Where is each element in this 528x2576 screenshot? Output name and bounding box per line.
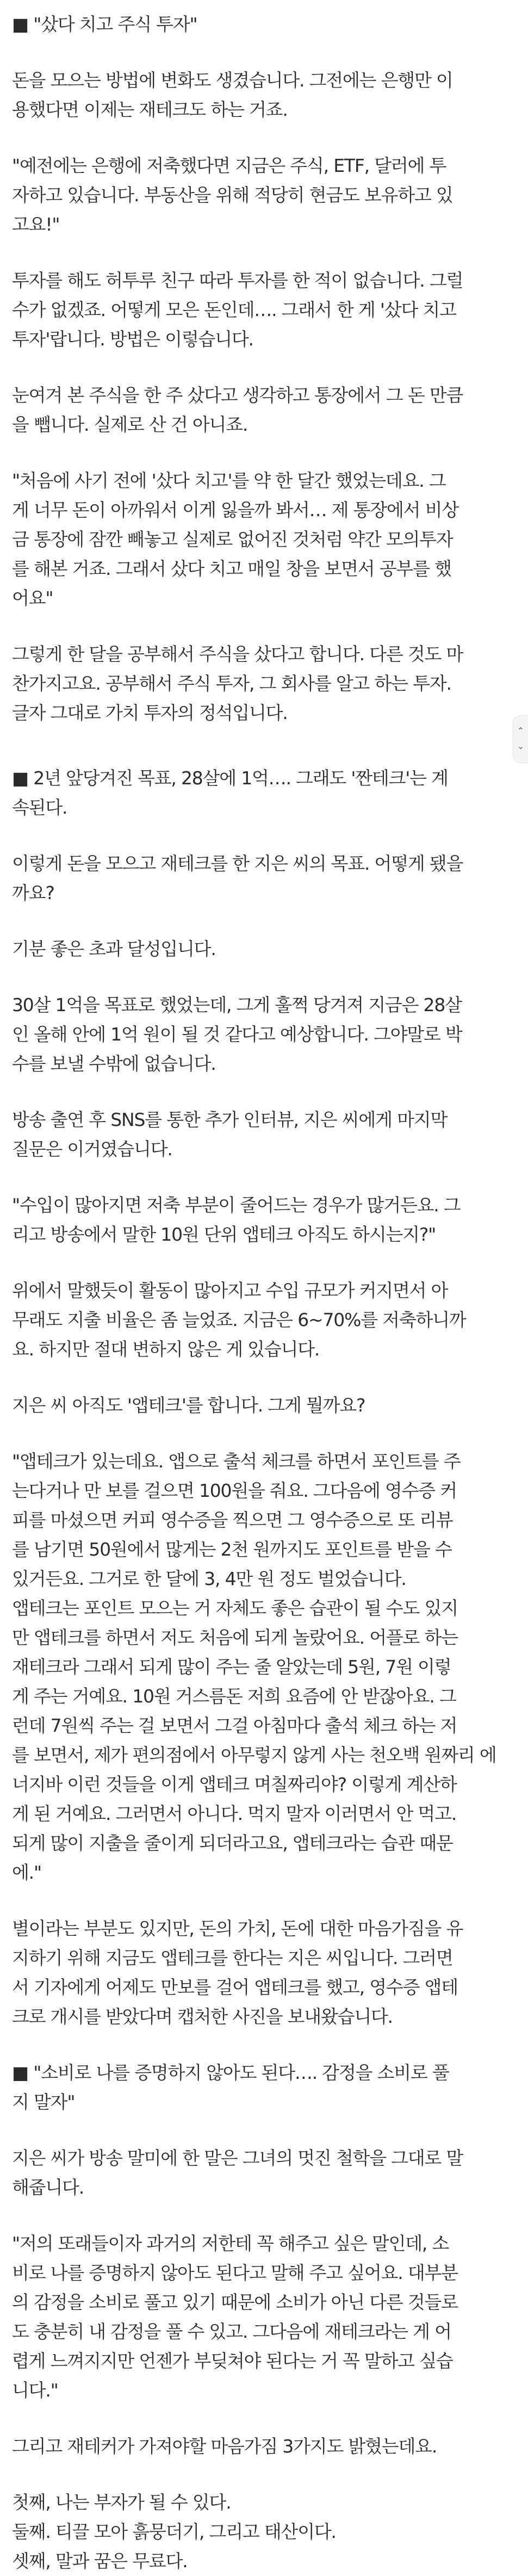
quote-paragraph: "처음에 사기 전에 '샀다 치고'를 약 한 달간 했었는데요. 그 게 너무 돈이 아까워서 이게 잃을까 봐서… 제 통장에서 비상 금 통장에 잠깐 빼놓고 실제로 없어진 것처럼 약간 모의투자 를 해본 거죠. 그래서 샀다 치고 매일 창을 보면서 공부를 했 어요" — [12, 470, 459, 609]
quote-paragraph-continued: 앱테크는 포인트 모으는 거 자체도 좋은 습관이 될 수도 있지 만 앱테크를 하면서 저도 처음에 되게 놀랐어요. 어플로 하는 재테크라 그래서 되게 많이 주는 줄 알았는데 5원, 7원 이렇 게 주는 거예요. 10원 거스름돈 저희 요즘에 안 받잖아요. 그 런데 7원씩 주는 걸 보면서 그걸 아침마다 출석 체크 하는 저 를 보면서, 제가 편의점에서 아무렇지 않게 사는 천오백 원짜리 에 너지바 이런 것들을 이게 앱테크 며칠짜리야? 이렇게 계산하 게 된 거예요. 그러면서 아니다. 먹지 말자 이러면서 안 먹고. 되게 많이 지출을 줄이게 되더라고요, 앱테크라는 습관 때문 에." — [12, 1597, 496, 1883]
paragraph: 그리고 재테커가 가져야할 마음가짐 3가지도 밝혔는데요. — [12, 2436, 437, 2457]
paragraph: 위에서 말했듯이 활동이 많아지고 수입 규모가 커지면서 아 무래도 지출 비율은 좀 늘었죠. 지금은 6~70%를 저축하니까 요. 하지만 절대 변하지 않은 게 있습니다. — [12, 1280, 466, 1360]
paragraph: 눈여겨 본 주식을 한 주 샀다고 생각하고 통장에서 그 돈 만큼 을 뺍니다. 실제로 산 건 아니죠. — [12, 385, 463, 435]
quote-paragraph: "수입이 많아지면 저축 부분이 줄어드는 경우가 많거든요. 그 리고 방송에서 말한 10원 단위 앱테크 아직도 하시는지?" — [12, 1194, 461, 1245]
paragraph: 기분 좋은 초과 달성입니다. — [12, 938, 216, 959]
list-item: 셋째, 말과 꿈은 무료다. — [12, 2550, 188, 2572]
paragraph: 돈을 모으는 방법에 변화도 생겼습니다. 그전에는 은행만 이 용했다면 이제는 재테크도 하는 거죠. — [12, 70, 453, 120]
paragraph: 별이라는 부분도 있지만, 돈의 가치, 돈에 대한 마음가짐을 유 지하기 위해 지금도 앱테크를 한다는 지은 씨입니다. 그러면 서 기자에게 어제도 만보를 걸어 앱테크를 했고, 영수증 앱테 크로 개시를 받았다며 캡처한 사진을 보내왔습니다. — [12, 1918, 463, 2027]
paragraph: 투자를 해도 허투루 친구 따라 투자를 한 적이 없습니다. 그럴 수가 없겠죠. 어떻게 모은 돈인데…. 그래서 한 게 '샀다 치고 투자'랍니다. 방법은 이렇습니다. — [12, 270, 463, 350]
list-item: 첫째, 나는 부자가 될 수 있다. — [12, 2492, 231, 2513]
paragraph: 지은 씨가 방송 말미에 한 말은 그녀의 멋진 철학을 그대로 말 해줍니다. — [12, 2147, 463, 2198]
section-heading-stock: ■ "샀다 치고 주식 투자" — [12, 14, 197, 35]
list-item: 둘째. 티끌 모아 흙뭉더기, 그리고 태산이다. — [12, 2521, 336, 2542]
paragraph: 지은 씨 아직도 '앱테크'를 합니다. 그게 뭘까요? — [12, 1395, 365, 1416]
paragraph: 이렇게 돈을 모으고 재테크를 한 지은 씨의 목표. 어떻게 됐을 까요? — [12, 853, 463, 903]
paragraph: 방송 출연 후 SNS를 통한 추가 인터뷰, 지은 씨에게 마지막 질문은 이거였습니다. — [12, 1109, 448, 1160]
paragraph: 30살 1억을 목표로 했었는데, 그게 훌쩍 당겨져 지금은 28살 인 올해 안에 1억 원이 될 것 같다고 예상합니다. 그야말로 박 수를 보낼 수밖에 없습니다. — [12, 994, 462, 1074]
quote-paragraph: "앱테크가 있는데요. 앱으로 출석 체크를 하면서 포인트를 주 는다거나 만 보를 걸으면 100원을 줘요. 그다음에 영수증 커 피를 마셨으면 커피 영수증을 찍으면 그 영수증으로 또 리뷰 를 남기면 50원에서 많게는 2천 원까지도 포인트를 받을 수 있거든요. 그거로 한 달에 3, 4만 원 정도 벌었습니다. — [12, 1451, 461, 1589]
quote-paragraph: "저의 또래들이자 과거의 저한테 꼭 해주고 싶은 말인데, 소 비로 나를 증명하지 않아도 된다고 말해 주고 싶어요. 대부분 의 감정을 소비로 풀고 있기 때문에 소비가 아닌 다른 것들로 도 충분히 내 감정을 풀 수 있고. 그다음에 재테크라는 게 어 렵게 느껴지지만 언젠가 부딪쳐야 된다는 거 꼭 말하고 싶습 니다." — [12, 2233, 458, 2401]
section-heading-goal: ■ 2년 앞당겨진 목표, 28살에 1억…. 그래도 '짠테크'는 계 속된다. — [12, 767, 448, 818]
quote-paragraph: "예전에는 은행에 저축했다면 지금은 주식, ETF, 달러에 투 자하고 있습니다. 부동산을 위해 적당히 현금도 보유하고 있 고요!" — [12, 155, 453, 235]
paragraph: 그렇게 한 달을 공부해서 주식을 샀다고 합니다. 다른 것도 마 찬가지고요. 공부해서 주식 투자, 그 회사를 알고 하는 투자. 글자 그대로 가치 투자의 정석입니다. — [12, 643, 463, 723]
scroll-handle-icon[interactable]: ⌃ ⌄ — [513, 715, 528, 763]
section-heading-consumption: ■ "소비로 나를 증명하지 않아도 된다…. 감정을 소비로 풀 지 말자" — [12, 2062, 449, 2113]
